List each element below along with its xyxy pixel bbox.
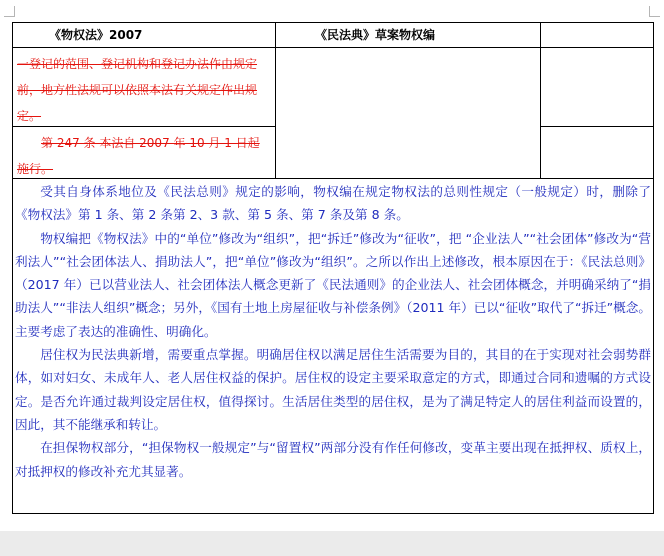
page-corner-mark <box>649 6 660 17</box>
commentary-paragraph: 物权编把《物权法》中的“单位”修改为“组织”，把“拆迁”修改为“征收”，把 “企业法人”“社会团体”修改为“营利法人”“社会团体法人、捐助法人”，把“单位”修改为“组织”。之所以作出上述修改，根本原因在于：《民法总则》（2017 年）已以营业法人、社会团体法人概念更新了《民法通则》的企业法人、社会团体概念，并明确采纳了“捐助法人”“非法人组织”概念；另外，《国有土地上房屋征收与补偿条例》（2011 年）已以“征收”取代了“拆迁”概念。主要考虑了表达的准确性、明确化。 <box>15 230 651 339</box>
header-new-law: 《民法典》草案物权编 <box>315 28 436 42</box>
header-old-law: 《物权法》2007 <box>49 28 143 42</box>
deleted-provision: 第 247 条 本法自 2007 年 10 月 1 日起施行。 <box>17 136 260 176</box>
commentary-paragraph: 受其自身体系地位及《民法总则》规定的影响，物权编在规定物权法的总则性规定（一般规定）时，删除了《物权法》第 1 条、第 2 条第 2、3 款、第 5 条、第 7 条及第 8 条。 <box>15 184 651 223</box>
page-corner-mark <box>4 6 15 17</box>
commentary-block <box>15 180 651 483</box>
commentary-paragraph: 居住权为民法典新增，需要重点掌握。明确居住权以满足居住生活需要为目的，其目的在于实现对社会弱势群体，如对妇女、未成年人、老人居住权益的保护。居住权的设定主要采取意定的方式，即通过合同和遗嘱的方式设定。是否允许通过裁判设定居住权，值得探讨。生活居住类型的居住权，是为了满足特定人的居住利益而设置的，因此，其不能继承和转让。 <box>15 347 651 432</box>
table-rule <box>275 23 276 178</box>
comparison-table <box>12 22 654 514</box>
table-rule <box>540 126 653 127</box>
table-rule <box>540 23 541 178</box>
deleted-provision: 一登记的范围、登记机构和登记办法作由规定前，地方性法规可以依照本法有关规定作出规定。 <box>17 57 258 123</box>
commentary-paragraph: 在担保物权部分，“担保物权一般规定”与“留置权”两部分没有作任何修改，变革主要出现在抵押权、质权上，对抵押权的修改补充尤其显著。 <box>15 440 651 479</box>
